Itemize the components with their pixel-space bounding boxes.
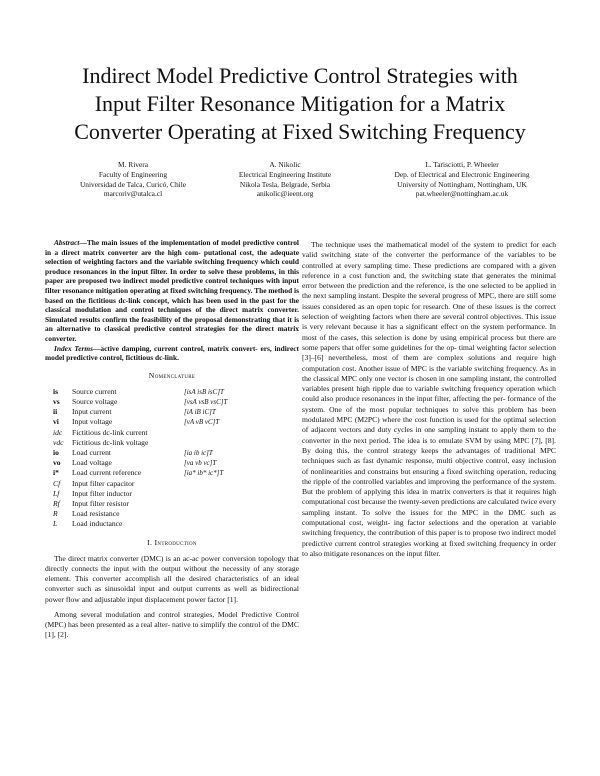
intro-line: conversion topology that directly connects the input with the: [45, 553, 299, 573]
body-line: to predict for each valid switching state of the converter the: [302, 240, 556, 260]
nomenclature-vector: [iA iB iC]T: [184, 408, 216, 417]
intro-line: converter such as sinusoidal input and output currents as well: [45, 584, 248, 594]
nomenclature-symbol: vi: [53, 417, 59, 427]
nomenclature-symbol: idc: [53, 427, 63, 437]
body-line: timal weighting factor selection [3]–[6] nevertheless, most of: [302, 342, 556, 363]
nomenclature-description: Input current: [72, 407, 112, 417]
nomenclature-description: Fictitious dc-link current: [72, 427, 148, 437]
body-line: on the input filter.: [385, 548, 441, 558]
author-affiliation: Faculty of Engineering: [98, 169, 168, 179]
author-block: [80, 160, 186, 199]
index-terms-lead: Index Terms: [54, 343, 93, 353]
author-name: L. Tarisciotti, P. Wheeler: [425, 160, 499, 169]
body-line: Despite the several progress of MPC, there are still some issues: [302, 291, 556, 311]
nomenclature-description: Fictitious dc-link voltage: [72, 437, 149, 447]
nomenclature-heading: Nomenclature: [148, 370, 196, 380]
nomenclature-description: Load current reference: [72, 468, 142, 478]
nomenclature-symbol: io: [53, 448, 59, 458]
nomenclature-description: Input voltage: [72, 417, 113, 427]
body-line: fast dynamic response, multi objective control, easy inclusion: [362, 456, 557, 466]
body-line: ing factor selections and the operation at variable switching: [302, 518, 556, 538]
body-line: vectors and duty cycles in one sampling instant to apply them: [339, 425, 536, 435]
introduction-paragraph: [45, 554, 299, 605]
intro-line: output without the necessity of any storage element. This: [45, 563, 299, 584]
abstract-lead: Abstract: [54, 238, 80, 247]
body-line: computational cost because the twenty-seven predictions are: [302, 497, 487, 507]
body-line: As in the classical MPC only one vector is chosen in one: [302, 363, 556, 383]
nomenclature-description: Input filter inductor: [72, 488, 132, 498]
body-line: but there are some papers that offer some guidelines for the op-: [302, 332, 556, 352]
nomenclature-symbol: ii: [53, 407, 58, 417]
right-column: [302, 240, 556, 559]
author-email[interactable]: marcoriv@utalca.cl: [103, 189, 163, 199]
abstract-line: —The main issues of the implementation of model: [79, 238, 241, 247]
index-terms-line: —active damping, current control, matrix convert-: [93, 343, 258, 353]
author-name: A. Nikolic: [269, 160, 301, 169]
nomenclature-row: [45, 387, 299, 397]
intro-line: converter accomplish all the desired characteristics of an ideal: [92, 574, 300, 584]
nomenclature-description: Load current: [72, 448, 112, 458]
body-line: to the converter in the next period. The idea is to emulate SVM: [302, 425, 556, 445]
body-line: the cost function is used for the optimal selection of adjacent: [302, 415, 556, 435]
author-block: [239, 160, 331, 199]
paper-title: [40, 62, 560, 146]
body-line: of nonlinearities and constrains but ensuring a fixed switching: [302, 466, 495, 476]
nomenclature-row: [45, 468, 299, 478]
body-line: fixed switching frequency in order to also mitigate resonances: [302, 538, 556, 558]
nomenclature-vector: [ia* ib* ic*]T: [184, 469, 224, 478]
abstract-line: frequency. The method is based on the fictitious dc-link concept,: [45, 285, 299, 305]
nomenclature-row: [45, 458, 299, 468]
introduction-paragraph: [45, 610, 299, 641]
left-column: [45, 238, 299, 640]
right-column-paragraph: [302, 240, 556, 559]
abstract-line: which has been used in the past for the classical modulation: [45, 295, 300, 315]
abstract-line: it is an alternative to classical predictive control strategies for: [45, 314, 300, 334]
nomenclature-row: [45, 407, 299, 417]
body-line: by using MPC [7], [8]. By doing this, the control strategy: [302, 435, 556, 455]
nomenclature-description: Source current: [72, 386, 117, 396]
nomenclature-row: [45, 448, 299, 458]
body-line: also produce resonances in the input filter, affecting the per-: [321, 394, 506, 404]
author-affiliation: Dep. of Electrical and Electronic Engineering: [394, 169, 530, 179]
body-line: The technique uses the mathematical model of the system: [311, 240, 495, 249]
nomenclature-vector: [isA isB isC]T: [184, 387, 224, 396]
nomenclature-description: Load voltage: [72, 458, 112, 468]
author-email[interactable]: pat.wheeler@nottingham.ac.uk: [415, 189, 509, 199]
nomenclature-row: [45, 489, 299, 499]
intro-line: Among several modulation and control strategies, Model: [54, 609, 238, 619]
abstract: [45, 238, 299, 363]
body-line: sampling instant, the controlled variables present high ripple: [302, 373, 557, 394]
author-email[interactable]: anikolic@ieent.org: [256, 189, 314, 199]
abstract-line: putational cost, the adequate selection of weighting factors and: [45, 247, 299, 267]
nomenclature-symbol: vs: [53, 397, 60, 407]
nomenclature-description: Load resistance: [72, 509, 120, 519]
nomenclature-row: [45, 397, 299, 407]
nomenclature-symbol: vo: [53, 458, 61, 468]
nomenclature-row: [45, 499, 299, 509]
intro-line: The direct matrix converter (DMC) is an ac-ac power: [54, 553, 221, 563]
nomenclature-vector: [vsA vsB vsC]T: [184, 398, 228, 407]
nomenclature-vector: [vA vB vC]T: [184, 418, 220, 427]
nomenclature-vector: [va vb vc]T: [184, 459, 217, 468]
body-line: operation, reducing the ripple of the controlled variables and: [302, 466, 556, 486]
body-line: the one selected to be applied in the next sampling instant.: [302, 281, 557, 301]
body-line: formance of the system. One of the most popular techniques to: [302, 394, 556, 414]
body-line: indirect model predictive current control strategies working at: [302, 528, 556, 548]
nomenclature-symbol: R: [53, 509, 58, 519]
body-line: performance of the variables to be controlled at every sampling: [302, 250, 556, 270]
nomenclature-row: [45, 479, 299, 489]
author-name: M. Rivera: [118, 160, 148, 169]
intro-line: as bidirectional power flow and adjustable input displacement: [45, 584, 300, 604]
abstract-line: predictive control in a direct matrix converter are the high com-: [45, 238, 299, 257]
index-terms-line: ers, indirect model predictive control, fictitious dc-link.: [45, 343, 299, 363]
intro-line: native to simplify the control of the DMC [1], [2].: [45, 619, 299, 640]
body-line: them are complex solutions and require high computation cost.: [302, 353, 556, 373]
nomenclature-symbol: is: [53, 386, 59, 396]
abstract-line: the direct matrix converter.: [45, 324, 299, 343]
body-line: is the correct selection of weighting factors when there are: [302, 301, 556, 322]
body-line: it has a significant effect on the system performance. In most: [302, 322, 556, 342]
body-line: for the MPC in the DMC such as computational cost, weight-: [302, 507, 556, 528]
body-line: minimal error between the prediction and the reference, is: [302, 270, 557, 291]
nomenclature-symbol: Lf: [53, 488, 60, 498]
nomenclature-symbol: Rf: [53, 498, 60, 508]
abstract-line: results confirm the feasibility of the proposal demonstrating that: [79, 314, 286, 324]
author-affiliation: Electrical Engineering Institute: [238, 169, 332, 179]
abstract-line: with input filter resonance mitigation operating at fixed switching: [45, 276, 299, 295]
intro-line: power factor [1].: [186, 594, 238, 604]
abstract-line: and control techniques of the direct matrix converter. Simulated: [45, 305, 299, 324]
body-line: frequency, the contribution of this paper is to propose two: [333, 528, 510, 538]
nomenclature-row: [45, 428, 299, 438]
nomenclature-row: [45, 438, 299, 448]
body-line: Another issue of MPC is the variable switching frequency.: [357, 363, 538, 373]
nomenclature-description: Source voltage: [72, 397, 118, 407]
nomenclature-symbol: vdc: [53, 437, 64, 447]
body-line: time. These predictions are compared with a given reference: [302, 260, 557, 280]
nomenclature-row: [45, 519, 299, 529]
nomenclature-description: Input filter resistor: [72, 498, 129, 508]
intro-line: Predictive Control (MPC) has been presented as a real alter-: [45, 609, 299, 629]
nomenclature-description: Load inductance: [72, 519, 123, 529]
author-affiliation: University of Nottingham, Nottingham, UK: [397, 179, 527, 189]
author-block: [394, 160, 529, 199]
abstract-line: are proposed two indirect model predictive control techniques: [65, 276, 264, 286]
body-line: due to variable switching frequency operation which could: [302, 384, 556, 404]
nomenclature-table: [45, 387, 299, 530]
title-line: Converter Operating at Fixed Switching Frequency: [74, 119, 526, 144]
body-line: considered as an open topic for research. One of these issues: [322, 301, 513, 311]
abstract-line: the variable switching frequency which could produce resonances: [45, 257, 299, 276]
body-line: keeps the advantages of traditional MPC techniques such as: [302, 445, 556, 466]
nomenclature-row: [45, 417, 299, 427]
body-line: in a cost function and, the switching state that generates the: [333, 270, 528, 280]
nomenclature-vector: [ia ib ic]T: [184, 449, 213, 458]
body-line: of the cases, this selection is done by using empirical process: [319, 332, 514, 342]
body-line: applying this idea in matrix converters is that it requires high: [364, 487, 557, 497]
nomenclature-symbol: Cf: [53, 478, 61, 488]
nomenclature-description: Input filter capacitor: [72, 478, 135, 488]
author-affiliation: Universidad de Talca, Curicó, Chile: [79, 179, 187, 189]
body-line: improving the performance of the system. But the problem of: [302, 476, 556, 497]
body-line: solve this problem has been modulated MPC (M2PC) where: [302, 404, 556, 425]
introduction-heading: I. Introduction: [147, 537, 197, 547]
body-line: several control objectives. This issue is very relevant because: [302, 312, 556, 332]
title-line: Indirect Model Predictive Control Strategies with: [82, 63, 518, 88]
nomenclature-symbol: L: [53, 519, 58, 529]
author-affiliation: Nikola Tesla, Belgrade, Serbia: [239, 179, 331, 189]
title-line: Input Filter Resonance Mitigation for a Matrix: [94, 91, 506, 116]
body-line: calculated twice every sampling instant. To solve the issues: [302, 497, 556, 517]
nomenclature-symbol: i*: [53, 468, 59, 478]
nomenclature-row: [45, 509, 299, 519]
abstract-line: in the input filter. In order to solve these problems, in this paper: [45, 266, 299, 286]
